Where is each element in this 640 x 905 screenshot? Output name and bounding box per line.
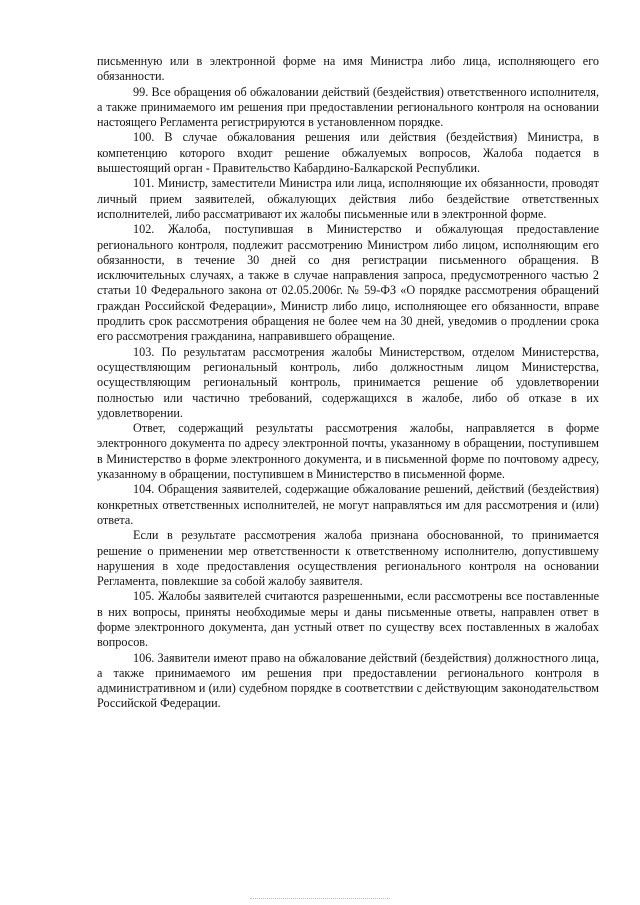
document-page bbox=[97, 54, 599, 712]
paragraph-justified-complaint: Если в результате рассмотрения жалоба признана обоснованной, то принимается решение о применении мер ответственности к ответственному исполнителю, допустившему нарушения в ходе предоставления осуществления регионального контроля на основании Регламента, повлекшие за собой жалобу заявителя. bbox=[97, 528, 599, 589]
paragraph-102: 102. Жалоба, поступившая в Министерство и обжалующая предоставление регионального контроля, подлежит рассмотрению Министром либо лицом, исполняющим его обязанности, в течение 30 дней со дня регистрации письменного обращения. В исключительных случаях, а также в случае направления запроса, предусмотренного частью 2 статьи 10 Федерального закона от 02.05.2006г. № 59-ФЗ «О порядке рассмотрения обращений граждан Российской Федерации», Министр либо лицо, исполняющее его обязанности, вправе продлить срок рассмотрения обращения не более чем на 30 дней, уведомив о продлении срока его рассмотрения гражданина, направившего обращение. bbox=[97, 222, 599, 344]
paragraph-answer: Ответ, содержащий результаты рассмотрения жалобы, направляется в форме электронного документа по адресу электронной почты, указанному в обращении, поступившем в Министерство в форме электронного документа, и в письменной форме по почтовому адресу, указанному в обращении, поступившем в Министерство в письменной форме. bbox=[97, 421, 599, 482]
paragraph-106: 106. Заявители имеют право на обжалование действий (бездействия) должностного лица, а также принимаемого им решения при предоставлении регионального контроля в административном и (или) судебном порядке в соответствии с действующим законодательством Российской Федерации. bbox=[97, 650, 599, 711]
scan-footer-artifact bbox=[250, 898, 390, 899]
paragraph-101: 101. Министр, заместители Министра или лица, исполняющие их обязанности, проводят личный прием заявителей, обжалующих действия либо бездействие ответственных исполнителей, либо рассматривают их жалобы письменные или в электронной форме. bbox=[97, 176, 599, 221]
paragraph-100: 100. В случае обжалования решения или действия (бездействия) Министра, в компетенцию которого входит решение обжалуемых вопросов, Жалоба подается в вышестоящий орган - Правительство Кабардино-Балкарской Республики. bbox=[97, 130, 599, 176]
paragraph-103: 103. По результатам рассмотрения жалобы Министерством, отделом Министерства, осуществляющим региональный контроль, либо должностным лицом Министерства, осуществляющим региональный контроль, принимается решение об удовлетворении полностью или частично требований, содержащихся в жалобе, либо об отказе в их удовлетворении. bbox=[97, 344, 599, 420]
paragraph-105: 105. Жалобы заявителей считаются разрешенными, если рассмотрены все поставленные в них вопросы, приняты необходимые меры и даны письменные ответы, направлен ответ в форме электронного документа, дан устный ответ по существу всех поставленных в жалобах вопросов. bbox=[97, 589, 599, 650]
paragraph-continuation: письменную или в электронной форме на имя Министра либо лица, исполняющего его обязанности. bbox=[97, 54, 599, 84]
paragraph-104: 104. Обращения заявителей, содержащие обжалование решений, действий (бездействия) конкретных ответственных исполнителей, не могут направляться им для рассмотрения и (или) ответа. bbox=[97, 482, 599, 527]
paragraph-99: 99. Все обращения об обжаловании действий (бездействия) ответственного исполнителя, а также принимаемого им решения при предоставлении регионального контроля на основании настоящего Регламента регистрируются в установленном порядке. bbox=[97, 84, 599, 130]
